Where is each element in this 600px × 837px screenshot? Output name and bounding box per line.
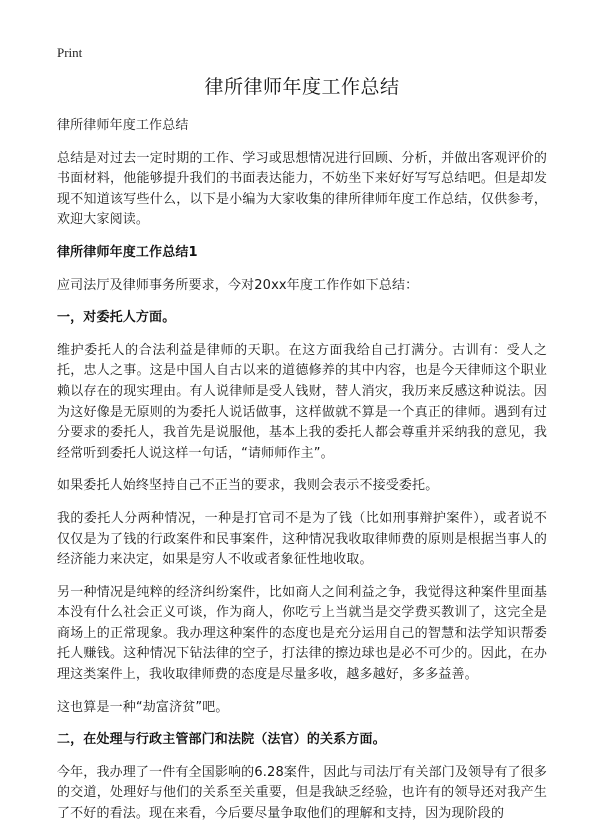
part1-paragraph-5: 这也算是一种“劫富济贫”吧。 bbox=[57, 699, 229, 715]
part1-paragraph-3: 我的委托人分两种情况，一种是打官司不是为了钱（比如刑事辩护案件），或者说不仅仅是为了钱的行政案件和民事案件，这种情况我收取律师费的原则是根据当事人的经济能力来决定，如果是穷人不收或者象征性地收取。 bbox=[57, 510, 547, 568]
print-link[interactable]: Print bbox=[57, 45, 83, 60]
section-heading: 律所律师年度工作总结1 bbox=[57, 244, 198, 260]
document bbox=[57, 74, 547, 837]
document-subtitle: 律所律师年度工作总结 bbox=[57, 118, 189, 133]
intro-paragraph: 总结是对过去一定时期的工作、学习或思想情况进行回顾、分析，并做出客观评价的书面材料，他能够提升我们的书面表达能力，不妨坐下来好好写写总结吧。但是却发现不知道该写些什么，以下是小编为大家收集的律所律师年度工作总结，仅供参考，欢迎大家阅读。 bbox=[57, 150, 547, 228]
part1-heading: 一，对委托人方面。 bbox=[57, 310, 176, 326]
part1-paragraph-1: 维护委托人的合法利益是律师的天职。在这方面我给自己打满分。古训有：受人之托，忠人之事。这是中国人自古以来的道德修养的其中内容，也是今天律师这个职业赖以存在的现实理由。有人说律师是受人钱财，替人消灾，我历来反感这种说法。因为这好像是无原则的为委托人说话做事，这样做就不算是一个真正的律师。遇到有过分要求的委托人，我首先是说服他，基本上我的委托人都会尊重并采纳我的意见，我经常听到委托人说这样一句话，“请师师作主”。 bbox=[57, 342, 547, 461]
page-title: 律所律师年度工作总结 bbox=[204, 76, 400, 98]
part1-paragraph-2: 如果委托人始终坚持自己不正当的要求，我则会表示不接受委托。 bbox=[57, 478, 439, 494]
part2-paragraph-1: 今年，我办理了一件有全国影响的6.28案件，因此与司法厅有关部门及领导有了很多的交道，处理好与他们的关系至关重要，但是我缺乏经验，也许有的领导还对我产生了不好的看法。现在来看，今后要尽量争取他们的理解和支持，因为现阶段的 bbox=[57, 764, 547, 822]
part1-paragraph-4: 另一种情况是纯粹的经济纠纷案件，比如商人之间利益之争，我觉得这种案件里面基本没有什么社会正义可谈，作为商人，你吃亏上当就当是交学费买教训了，这完全是商场上的正常现象。我办理这种案件的态度也是充分运用自己的智慧和法学知识帮委托人赚钱。这种情况下钻法律的空子，打法律的擦边球也是必不可少的。因此，在办理这类案件上，我收取律师费的态度是尽量多收，越多越好，多多益善。 bbox=[57, 584, 547, 683]
lead-paragraph: 应司法厅及律师事务所要求，今对20xx年度工作作如下总结： bbox=[57, 277, 419, 293]
part2-heading: 二，在处理与行政主管部门和法院（法官）的关系方面。 bbox=[57, 732, 386, 748]
